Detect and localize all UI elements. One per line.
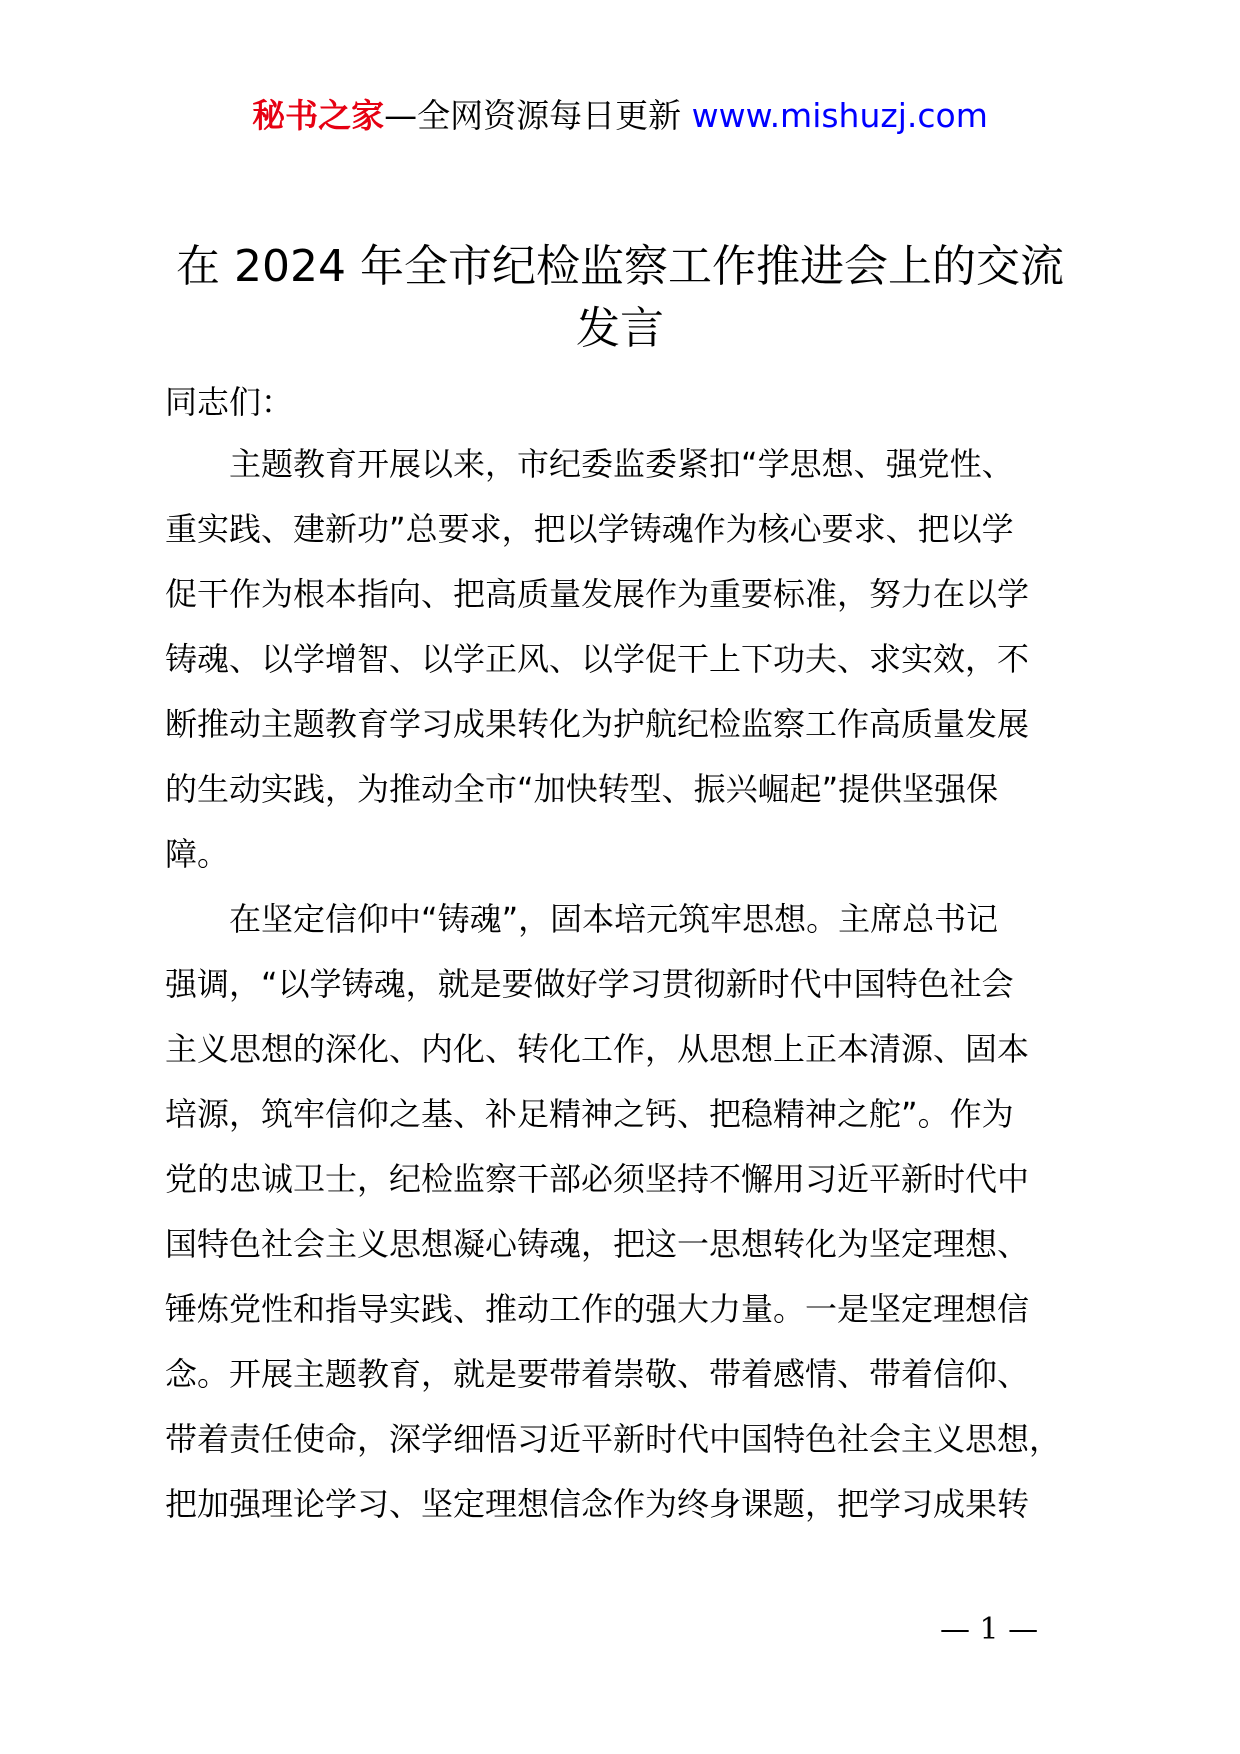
body-line: 念。开展主题教育，就是要带着崇敬、带着感情、带着信仰、 (165, 1355, 1030, 1393)
brand-name: 秘书之家 (252, 96, 385, 135)
body-line: 重实践、建新功”总要求，把以学铸魂作为核心要求、把以学 (165, 510, 1014, 548)
body-line: 断推动主题教育学习成果转化为护航纪检监察工作高质量发展 (165, 705, 1030, 743)
page-number: — 1 — (940, 1612, 1039, 1647)
body-line: 主义思想的深化、内化、转化工作，从思想上正本清源、固本 (165, 1030, 1030, 1068)
banner-slogan: 全网资源每日更新 (417, 96, 682, 135)
body-line: 在坚定信仰中“铸魂”，固本培元筑牢思想。主席总书记 (229, 900, 999, 938)
body-line: 主题教育开展以来，市纪委监委紧扣“学思想、强党性、 (229, 445, 1014, 483)
body-line: 国特色社会主义思想凝心铸魂，把这一思想转化为坚定理想、 (165, 1225, 1030, 1263)
body-line: 把加强理论学习、坚定理想信念作为终身课题，把学习成果转 (165, 1485, 1030, 1523)
title-line-1: 在 2024 年全市纪检监察工作推进会上的交流 (176, 241, 1064, 292)
body-line: 带着责任使命，深学细悟习近平新时代中国特色社会主义思想， (165, 1420, 1062, 1458)
site-url-link[interactable]: www.mishuzj.com (691, 96, 988, 135)
site-banner (0, 96, 1240, 136)
body-line: 锤炼党性和指导实践、推动工作的强大力量。一是坚定理想信 (165, 1290, 1030, 1328)
body-line: 促干作为根本指向、把高质量发展作为重要标准，努力在以学 (165, 575, 1030, 613)
greeting: 同志们： (165, 383, 294, 421)
body-line: 强调，“以学铸魂，就是要做好学习贯彻新时代中国特色社会 (165, 965, 1014, 1003)
banner-dash: — (384, 96, 418, 135)
body-line: 培源，筑牢信仰之基、补足精神之钙、把稳精神之舵”。作为 (165, 1095, 1014, 1133)
body-line: 党的忠诚卫士，纪检监察干部必须坚持不懈用习近平新时代中 (165, 1160, 1030, 1198)
document-title (150, 236, 1090, 360)
body-text (165, 432, 1115, 1537)
title-line-2: 发言 (576, 303, 664, 354)
body-line: 障。 (165, 835, 230, 873)
body-line: 的生动实践，为推动全市“加快转型、振兴崛起”提供坚强保 (165, 770, 999, 808)
body-line: 铸魂、以学增智、以学正风、以学促干上下功夫、求实效，不 (165, 640, 1030, 678)
